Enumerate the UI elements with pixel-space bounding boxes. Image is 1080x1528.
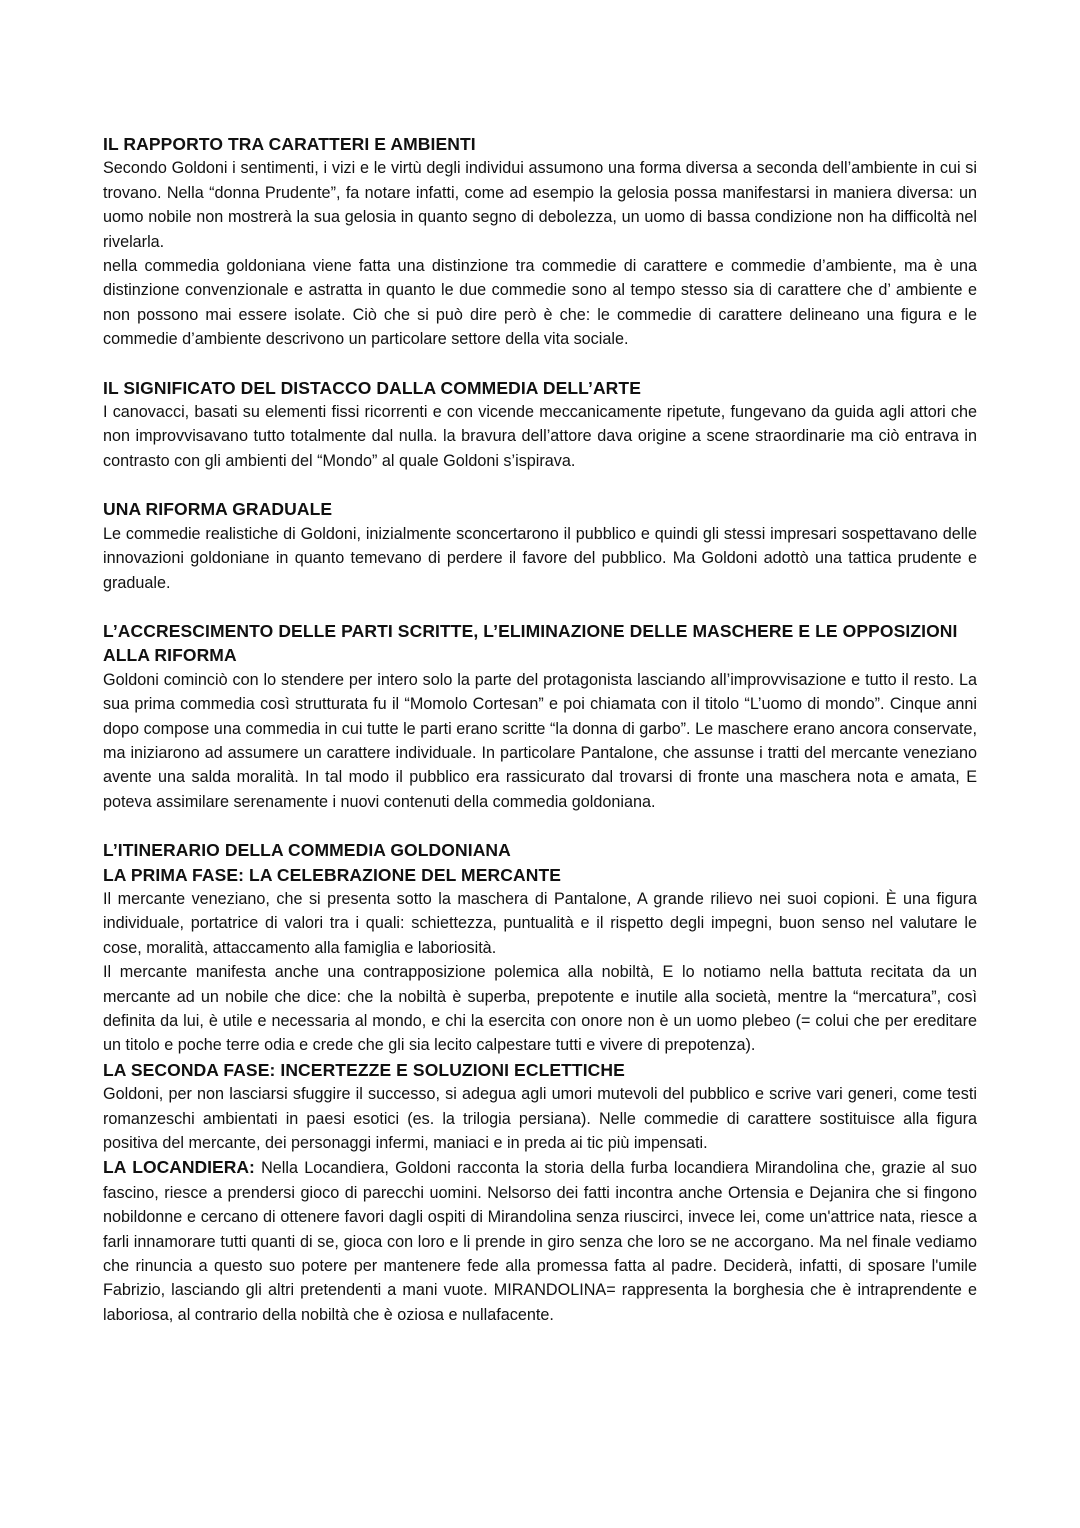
subsection-heading: LA PRIMA FASE: LA CELEBRAZIONE DEL MERCANTE — [103, 864, 562, 885]
locandiera-paragraph — [103, 1155, 977, 1327]
section-riforma-graduale — [103, 497, 977, 595]
spacer — [103, 814, 977, 838]
paragraph: nella commedia goldoniana viene fatta una distinzione tra commedie di carattere e commedie d’ambiente, ma è una distinzione convenzionale e astratta in quanto le due commedie sono al tempo stesso sia di carattere che d’ ambiente e non possono mai essere isolate. Ciò che si può dire però è che: le commedie di carattere delineano una figura e le commedie d’ambiente descrivono un particolare settore della vita sociale. — [103, 257, 977, 349]
section-caratteri-ambienti — [103, 132, 977, 352]
paragraph: Le commedie realistiche di Goldoni, inizialmente sconcertarono il pubblico e quindi gli stessi impresari sospettavano delle innovazioni goldoniane in quanto temevano di perdere il favore del pubblico. Ma Goldoni adottò una tattica prudente e graduale. — [103, 524, 977, 592]
section-heading: L’ACCRESCIMENTO DELLE PARTI SCRITTE, L’ELIMINAZIONE DELLE MASCHERE E LE OPPOSIZIONI ALLA RIFORMA — [103, 620, 958, 666]
paragraph: I canovacci, basati su elementi fissi ricorrenti e con vicende meccanicamente ripetute, fungevano da guida agli attori che non improvvisavano tutto totalmente dal nulla. la bravura dell’attore dava origine a scene straordinarie ma ciò entrava in contrasto con gli ambienti del “Mondo” al quale Goldoni s’ispirava. — [103, 403, 977, 470]
subsection-heading: LA SECONDA FASE: INCERTEZZE E SOLUZIONI ECLETTICHE — [103, 1059, 625, 1080]
section-heading: UNA RIFORMA GRADUALE — [103, 499, 333, 520]
document-page — [103, 132, 977, 1327]
inline-heading: LA LOCANDIERA: — [103, 1157, 255, 1178]
section-heading: IL SIGNIFICATO DEL DISTACCO DALLA COMMEDIA DELL’ARTE — [103, 377, 641, 398]
spacer — [103, 595, 977, 619]
paragraph: Secondo Goldoni i sentimenti, i vizi e le virtù degli individui assumono una forma diversa a seconda dell’ambiente in cui si trovano. Nella “donna Prudente”, fa notare infatti, come ad esempio la gelosia possa manifestarsi in maniera diversa: un uomo nobile non mostrerà la sua gelosia in quanto segno di debolezza, un uomo di bassa condizione non ha difficoltà nel rivelarla. — [103, 159, 977, 251]
section-itinerario — [103, 838, 977, 1327]
section-heading: IL RAPPORTO TRA CARATTERI E AMBIENTI — [103, 134, 476, 154]
paragraph: Goldoni cominciò con lo stendere per intero solo la parte del protagonista lasciando all’improvvisazione e tutto il resto. La sua prima commedia così strutturata fu il “Momolo Cortesan” e poi chiamata con il titolo “L’uomo di mondo”. Cinque anni dopo compose una commedia in cui tutte le parti erano scritte “la donna di garbo”. Le maschere erano ancora conservate, ma iniziarono ad assumere un carattere individuale. In particolare Pantalone, che assunse i tratti del mercante veneziano avente una salda moralità. In tal modo il pubblico era rassicurato dal trovarsi di fronte una maschera nota e amata, E poteva assimilare serenamente i nuovi contenuti della commedia goldoniana. — [103, 670, 977, 811]
paragraph: Il mercante manifesta anche una contrapposizione polemica alla nobiltà, E lo notiamo nella battuta recitata da un mercante ad un nobile che dice: che la nobiltà è superba, prepotente e inutile alla società, mentre la “mercatura”, così definita da lui, è utile e necessaria al mondo, e chi la esercita con onore non è un uomo plebeo (= colui che per ereditare un titolo e poche terre odia e crede che gli sia lecito calpestare tutti e vivere di prepotenza). — [103, 963, 977, 1055]
section-distacco-commedia-arte — [103, 376, 977, 474]
section-parti-scritte — [103, 619, 977, 814]
paragraph: Goldoni, per non lasciarsi sfuggire il successo, si adegua agli umori mutevoli del pubblico e scrive vari generi, come testi romanzeschi ambientati in paesi esotici (es. la trilogia persiana). Nelle commedie di carattere sostituisce alla figura positiva del mercante, dei personaggi infermi, maniaci e in preda ai tic più impensati. — [103, 1085, 977, 1153]
section-heading: L’ITINERARIO DELLA COMMEDIA GOLDONIANA — [103, 840, 511, 861]
spacer — [103, 473, 977, 497]
spacer — [103, 352, 977, 376]
paragraph: Il mercante veneziano, che si presenta sotto la maschera di Pantalone, A grande rilievo nei suoi copioni. È una figura individuale, portatrice di valori tra i quali: schiettezza, puntualità e il rispetto degli impegni, buon senso nel valutare le cose, moralità, attaccamento alla famiglia e laboriosità. — [103, 889, 977, 957]
paragraph-text: Nella Locandiera, Goldoni racconta la storia della furba locandiera Mirandolina che, grazie al suo fascino, riesce a prendersi gioco di parecchi uomini. Nelsorso dei fatti incontra anche Ortensia e Dejanira che si fingono nobildonne e cercano di ottenere favori dagli ospiti di Mirandolina senza riuscirci, invece lei, come un'attrice nata, riesce a farli innamorare tutti quanti di se, gioca con loro e li prende in giro senza che loro se ne accorgano. Ma nel finale vediamo che rinuncia a questo suo potere per mantenere fede alla promessa fatta al padre. Deciderà, infatti, di sposare l'umile Fabrizio, lasciando gli altri pretendenti a mani vuote. MIRANDOLINA= rappresenta la borghesia che è intraprendente e laboriosa, al contrario della nobiltà che è oziosa e nullafacente. — [103, 1159, 977, 1324]
